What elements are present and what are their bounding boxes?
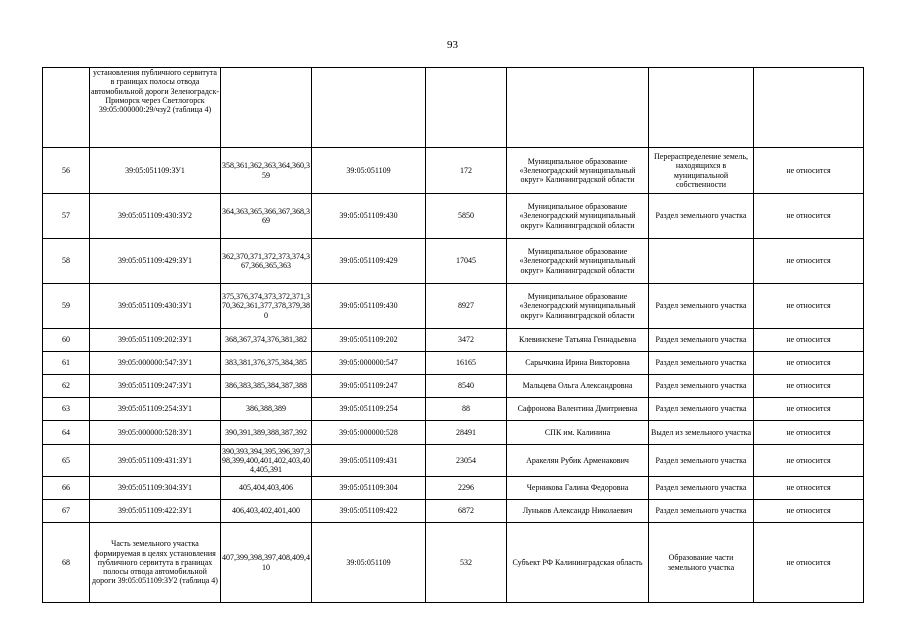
cell-points: 406,403,402,401,400: [221, 500, 312, 523]
cell-area: 532: [426, 523, 507, 603]
cell-designation: 39:05:000000:528:ЗУ1: [90, 421, 221, 445]
cell-points: 386,383,385,384,387,388: [221, 375, 312, 398]
cell-num: [43, 68, 90, 148]
cell-quarter: 39:05:000000:547: [312, 352, 426, 375]
cell-num: 63: [43, 398, 90, 421]
cell-area: 8540: [426, 375, 507, 398]
cell-designation: 39:05:051109:247:ЗУ1: [90, 375, 221, 398]
cell-designation: 39:05:051109:202:ЗУ1: [90, 329, 221, 352]
table-row: [43, 239, 864, 284]
cell-method: Раздел земельного участка: [649, 477, 754, 500]
cell-designation: 39:05:051109:430:ЗУ1: [90, 284, 221, 329]
cell-relation: не относится: [754, 421, 864, 445]
cell-num: 60: [43, 329, 90, 352]
cell-owner: [507, 68, 649, 148]
table-row: [43, 477, 864, 500]
cell-quarter: 39:05:051109:202: [312, 329, 426, 352]
cell-points: 383,381,376,375,384,385: [221, 352, 312, 375]
table-row: [43, 421, 864, 445]
cell-num: 62: [43, 375, 90, 398]
cell-area: 172: [426, 148, 507, 194]
cell-method: Выдел из земельного участка: [649, 421, 754, 445]
cell-method: Раздел земельного участка: [649, 352, 754, 375]
cell-num: 59: [43, 284, 90, 329]
cell-area: 5850: [426, 194, 507, 239]
cell-points: [221, 68, 312, 148]
cell-area: 23054: [426, 445, 507, 477]
cell-relation: не относится: [754, 500, 864, 523]
cell-area: 17045: [426, 239, 507, 284]
cell-points: 364,363,365,366,367,368,369: [221, 194, 312, 239]
cell-num: 66: [43, 477, 90, 500]
table-row: [43, 523, 864, 603]
cell-relation: не относится: [754, 445, 864, 477]
cell-quarter: 39:05:051109:431: [312, 445, 426, 477]
cell-area: 6872: [426, 500, 507, 523]
table-row: [43, 284, 864, 329]
cell-num: 68: [43, 523, 90, 603]
cell-points: 390,391,389,388,387,392: [221, 421, 312, 445]
cell-quarter: 39:05:051109:430: [312, 194, 426, 239]
cell-relation: не относится: [754, 329, 864, 352]
cell-designation: 39:05:000000:547:ЗУ1: [90, 352, 221, 375]
cell-designation: 39:05:051109:430:ЗУ2: [90, 194, 221, 239]
cell-designation: установления публичного сервитута в границах полосы отвода автомобильной дороги Зеленоградск-Приморск через Светлогорск 39:05:000000:29/чзу2 (таблица 4): [90, 68, 221, 148]
table-row: [43, 68, 864, 148]
cell-owner: Муниципальное образование «Зеленоградский муниципальный округ» Калининградской области: [507, 284, 649, 329]
cell-area: 28491: [426, 421, 507, 445]
cell-relation: не относится: [754, 398, 864, 421]
cell-num: 57: [43, 194, 90, 239]
cell-relation: не относится: [754, 352, 864, 375]
cell-points: 390,393,394,395,396,397,398,399,400,401,402,403,404,405,391: [221, 445, 312, 477]
cell-relation: не относится: [754, 239, 864, 284]
cell-points: 368,367,374,376,381,382: [221, 329, 312, 352]
cell-points: 386,388,389: [221, 398, 312, 421]
land-plots-table: [42, 67, 864, 603]
cell-area: 2296: [426, 477, 507, 500]
cell-owner: Мальцева Ольга Александровна: [507, 375, 649, 398]
cell-method: Раздел земельного участка: [649, 398, 754, 421]
cell-owner: Муниципальное образование «Зеленоградский муниципальный округ» Калининградской области: [507, 239, 649, 284]
table-row: [43, 500, 864, 523]
cell-owner: Черникова Галина Федоровна: [507, 477, 649, 500]
cell-points: 358,361,362,363,364,360,359: [221, 148, 312, 194]
cell-designation: 39:05:051109:431:ЗУ1: [90, 445, 221, 477]
table-row: [43, 375, 864, 398]
cell-method: [649, 68, 754, 148]
cell-points: 407,399,398,397,408,409,410: [221, 523, 312, 603]
cell-method: Раздел земельного участка: [649, 194, 754, 239]
cell-area: 88: [426, 398, 507, 421]
cell-designation: 39:05:051109:422:ЗУ1: [90, 500, 221, 523]
page-number: 93: [447, 39, 458, 51]
cell-area: 8927: [426, 284, 507, 329]
cell-method: [649, 239, 754, 284]
cell-method: Образование части земельного участка: [649, 523, 754, 603]
cell-method: Раздел земельного участка: [649, 445, 754, 477]
cell-quarter: 39:05:051109: [312, 148, 426, 194]
cell-relation: не относится: [754, 194, 864, 239]
cell-quarter: 39:05:051109:430: [312, 284, 426, 329]
cell-num: 64: [43, 421, 90, 445]
cell-quarter: 39:05:051109:304: [312, 477, 426, 500]
cell-quarter: 39:05:051109:254: [312, 398, 426, 421]
table-row: [43, 329, 864, 352]
table-row: [43, 148, 864, 194]
cell-relation: не относится: [754, 523, 864, 603]
cell-owner: Сарычкина Ирина Викторовна: [507, 352, 649, 375]
cell-num: 67: [43, 500, 90, 523]
cell-quarter: [312, 68, 426, 148]
table-row: [43, 445, 864, 477]
cell-quarter: 39:05:051109:247: [312, 375, 426, 398]
cell-relation: не относится: [754, 284, 864, 329]
cell-designation: 39:05:051109:254:ЗУ1: [90, 398, 221, 421]
cell-quarter: 39:05:051109: [312, 523, 426, 603]
cell-designation: 39:05:051109:429:ЗУ1: [90, 239, 221, 284]
cell-designation: 39:05:051109:304:ЗУ1: [90, 477, 221, 500]
cell-owner: Муниципальное образование «Зеленоградский муниципальный округ» Калининградской области: [507, 148, 649, 194]
cell-area: [426, 68, 507, 148]
cell-owner: Клевинскене Татьяна Геннадьевна: [507, 329, 649, 352]
cell-owner: Сафронова Валентина Дмитриевна: [507, 398, 649, 421]
cell-owner: Аракелян Рубик Арменакович: [507, 445, 649, 477]
cell-owner: Субъект РФ Калининградская область: [507, 523, 649, 603]
cell-quarter: 39:05:051109:429: [312, 239, 426, 284]
cell-owner: Луньков Александр Николаевич: [507, 500, 649, 523]
cell-points: 375,376,374,373,372,371,370,362,361,377,378,379,380: [221, 284, 312, 329]
cell-designation: Часть земельного участка формируемая в целях установления публичного сервитута в границах полосы отвода автомобильной дороги 39:05:051109:ЗУ2 (таблица 4): [90, 523, 221, 603]
cell-method: Раздел земельного участка: [649, 375, 754, 398]
cell-method: Раздел земельного участка: [649, 500, 754, 523]
cell-num: 56: [43, 148, 90, 194]
cell-relation: не относится: [754, 148, 864, 194]
cell-relation: не относится: [754, 477, 864, 500]
cell-quarter: 39:05:051109:422: [312, 500, 426, 523]
table-row: [43, 352, 864, 375]
cell-relation: не относится: [754, 375, 864, 398]
cell-quarter: 39:05:000000:528: [312, 421, 426, 445]
cell-num: 61: [43, 352, 90, 375]
cell-owner: СПК им. Калинина: [507, 421, 649, 445]
cell-relation: [754, 68, 864, 148]
cell-method: Раздел земельного участка: [649, 329, 754, 352]
cell-owner: Муниципальное образование «Зеленоградский муниципальный округ» Калининградской области: [507, 194, 649, 239]
table-row: [43, 398, 864, 421]
cell-area: 16165: [426, 352, 507, 375]
cell-num: 58: [43, 239, 90, 284]
cell-designation: 39:05:051109:ЗУ1: [90, 148, 221, 194]
cell-points: 362,370,371,372,373,374,367,366,365,363: [221, 239, 312, 284]
cell-method: Перераспределение земель, находящихся в муниципальной собственности: [649, 148, 754, 194]
cell-num: 65: [43, 445, 90, 477]
cell-area: 3472: [426, 329, 507, 352]
cell-method: Раздел земельного участка: [649, 284, 754, 329]
table-row: [43, 194, 864, 239]
cell-points: 405,404,403,406: [221, 477, 312, 500]
